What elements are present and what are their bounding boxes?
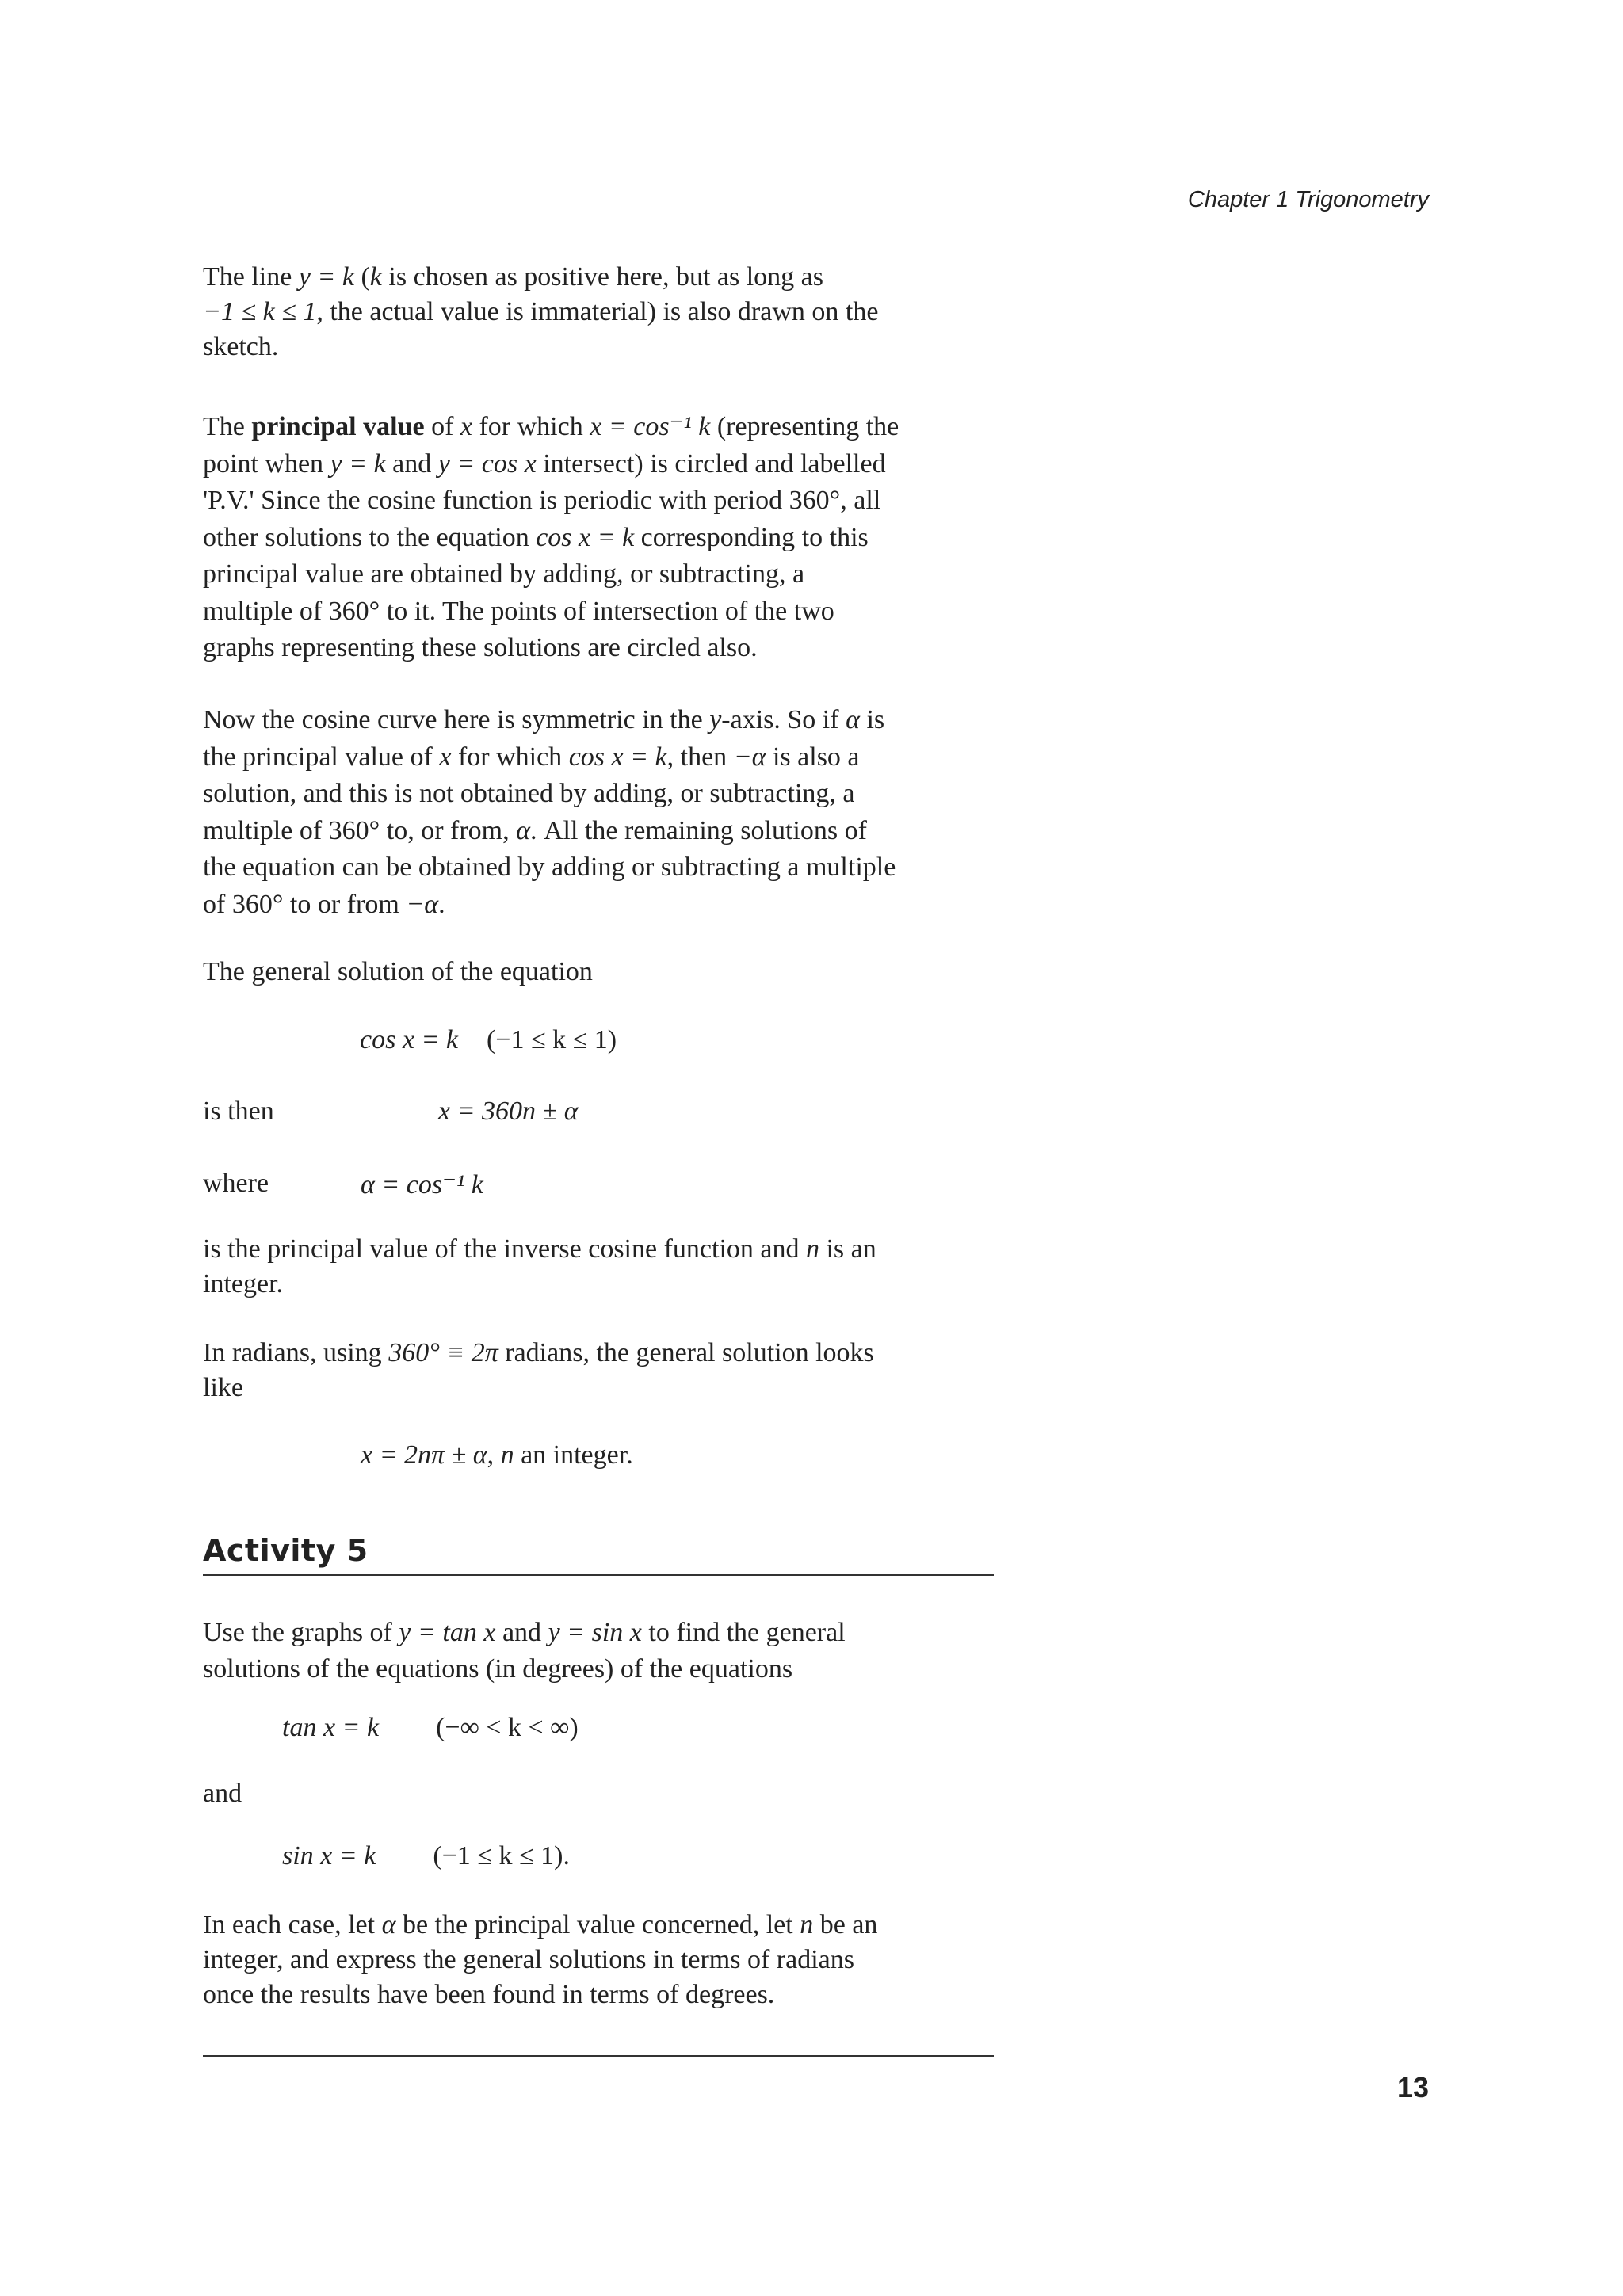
paragraph-6: In radians, using 360° ≡ 2π radians, the general solution looks like (203, 1338, 874, 1402)
and-label: and (203, 1779, 242, 1808)
paragraph-4: The general solution of the equation (203, 957, 593, 986)
paragraph-8: In each case, let α be the principal value concerned, let n be an integer, and express the general solutions in terms of radians once the results have been found in terms of degrees. (203, 1910, 878, 2009)
paragraph-2: The principal value of x for which x = cos⁻¹ k (representing the point when y = k and y = cos x intersect) is circled and labelled 'P.V.' Since the cosine function is periodic with period 360°, all other solutions to the equation cos x = k corresponding to this principal value are obtained by adding, or subtracting, a multiple of 360° to it. The points of intersection of the two graphs representing these solutions are circled also. (203, 412, 899, 662)
activity-end-rule (203, 2055, 994, 2057)
alpha-definition: α = cos⁻¹ k (361, 1170, 483, 1199)
paragraph-5: is the principal value of the inverse cosine function and n is an integer. (203, 1234, 876, 1299)
running-head: Chapter 1 Trigonometry (1187, 187, 1429, 212)
page-number: 13 (1396, 2071, 1429, 2103)
where-label: where (203, 1169, 269, 1198)
equation-tan: tan x = k (−∞ < k < ∞) (282, 1713, 579, 1742)
is-then-label: is then (203, 1097, 274, 1126)
activity-heading: Activity 5 (203, 1533, 994, 1576)
paragraph-3: Now the cosine curve here is symmetric in the y-axis. So if α is the principal value of x for which cos x = k, then −α is also a solution, and this is not obtained by adding, or subtracting, a multiple of 360° to, or from, α. All the remaining solutions of the equation can be obtained by adding or subtracting a multiple of 360° to or from −α. (203, 705, 896, 919)
equation-sin: sin x = k (−1 ≤ k ≤ 1). (282, 1841, 570, 1871)
general-solution-degrees: x = 360n ± α (438, 1097, 579, 1126)
paragraph-1: The line y = k (k is chosen as positive here, but as long as −1 ≤ k ≤ 1, the actual value is immaterial) is also drawn on the sketch. (203, 262, 879, 361)
general-solution-radians: x = 2nπ ± α, n an integer. (361, 1440, 633, 1470)
equation-cos: cos x = k (−1 ≤ k ≤ 1) (360, 1025, 617, 1055)
paragraph-7: Use the graphs of y = tan x and y = sin x to find the general solutions of the equations (in degrees) of the equations (203, 1618, 846, 1684)
